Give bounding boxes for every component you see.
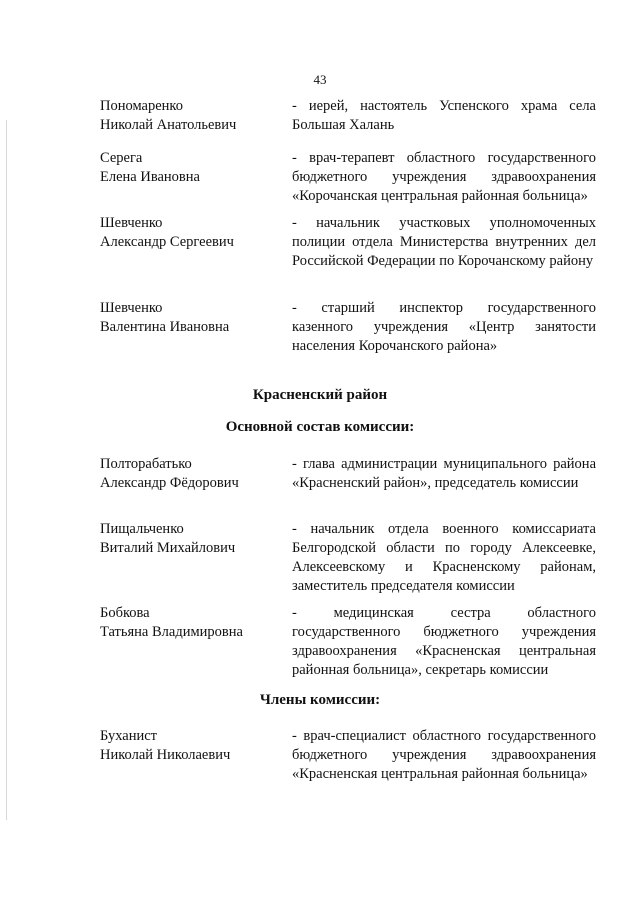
- person-role: - глава администрации муниципального района «Красненский район», председатель комиссии: [292, 456, 596, 491]
- person-name: [100, 214, 285, 252]
- surname: Пономаренко: [100, 98, 183, 114]
- person-role: - старший инспектор государственного казенного учреждения «Центр занятости населения Корочанского района»: [292, 300, 596, 354]
- surname: Шевченко: [100, 300, 163, 316]
- given-names: Николай Николаевич: [100, 747, 231, 763]
- page-edge-line: [6, 120, 7, 820]
- given-names: Валентина Ивановна: [100, 319, 230, 335]
- page-number: 43: [313, 72, 327, 87]
- surname: Полторабатько: [100, 456, 192, 472]
- district-heading: Красненский район: [252, 387, 388, 403]
- given-names: Николай Анатольевич: [100, 117, 237, 133]
- person-role: - медицинская сестра областного государственного бюджетного учреждения здравоохранения «Красненская центральная районная больница», секретарь комиссии: [292, 605, 596, 678]
- person-name: [100, 455, 285, 493]
- person-role: - врач-специалист областного государственного бюджетного учреждения здравоохранения «Красненская центральная районная больница»: [292, 728, 596, 782]
- given-names: Александр Фёдорович: [100, 475, 239, 491]
- given-names: Елена Ивановна: [100, 169, 200, 185]
- surname: Шевченко: [100, 215, 163, 231]
- given-names: Татьяна Владимировна: [100, 624, 243, 640]
- person-name: [100, 97, 285, 135]
- person-role: - начальник отдела военного комиссариата Белгородской области по городу Алексеевке, Алексеевскому и Красненскому районам, заместитель председателя комиссии: [292, 521, 596, 594]
- members-heading: Члены комиссии:: [259, 692, 381, 708]
- main-composition-heading: Основной состав комиссии:: [225, 419, 415, 435]
- surname: Пищальченко: [100, 521, 184, 537]
- person-role: - врач-терапевт областного государственного бюджетного учреждения здравоохранения «Корочанская центральная районная больница»: [292, 150, 596, 204]
- given-names: Виталий Михайлович: [100, 540, 236, 556]
- person-name: [100, 604, 285, 642]
- person-name: [100, 299, 285, 337]
- person-name: [100, 149, 285, 187]
- surname: Серега: [100, 150, 143, 166]
- person-name: [100, 520, 285, 558]
- surname: Бобкова: [100, 605, 150, 621]
- surname: Буханист: [100, 728, 158, 744]
- person-role: - начальник участковых уполномоченных полиции отдела Министерства внутренних дел Российской Федерации по Корочанскому району: [292, 215, 596, 269]
- given-names: Александр Сергеевич: [100, 234, 234, 250]
- person-role: - иерей, настоятель Успенского храма села Большая Халань: [292, 98, 596, 133]
- person-name: [100, 727, 285, 765]
